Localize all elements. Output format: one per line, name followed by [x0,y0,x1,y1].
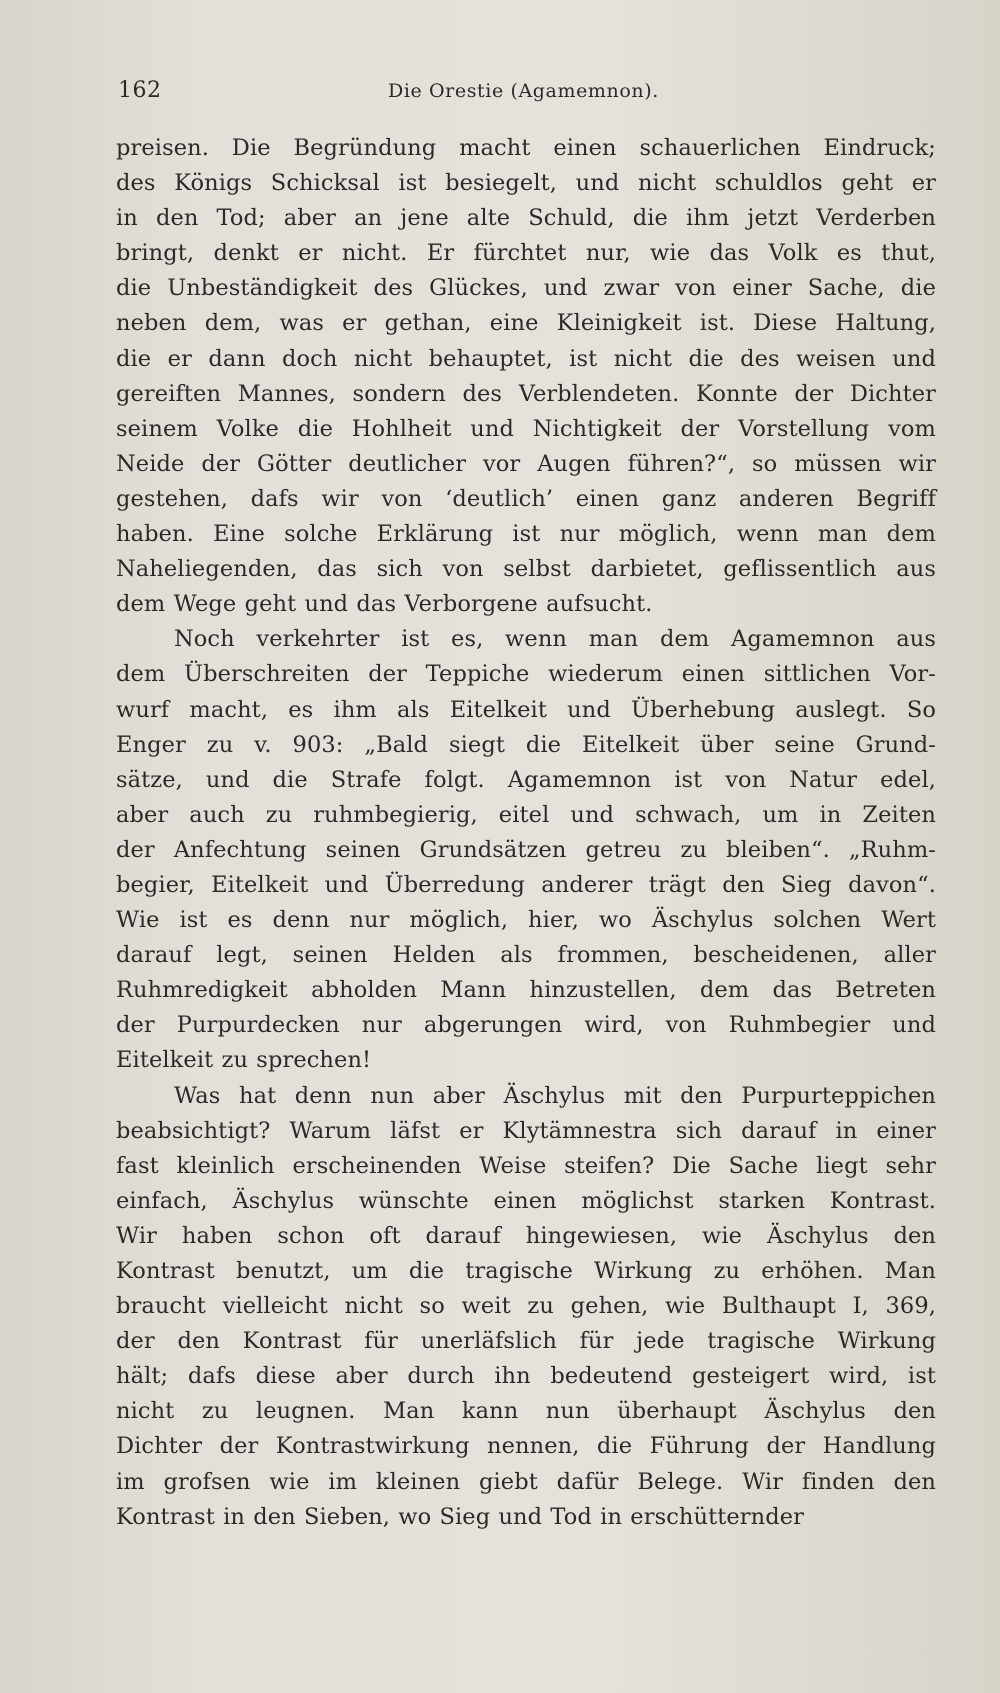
text-line: der den Kontrast für unerläfslich für jede tragische Wirkung [116,1328,936,1355]
text-line: der Purpurdecken nur abgerungen wird, von Ruhmbegier und [116,1012,936,1039]
text-line: einfach, Äschylus wünschte einen möglichst starken Kontrast. [116,1187,936,1214]
page-number: 162 [118,78,162,103]
text-line: die Unbeständigkeit des Glückes, und zwar von einer Sache, die [116,275,936,302]
text-line: Eitelkeit zu sprechen! [116,1047,372,1074]
text-line: wurf macht, es ihm als Eitelkeit und Überhebung auslegt. So [116,696,936,723]
text-line: Ruhmredigkeit abholden Mann hinzustellen, dem das Betreten [116,977,936,1004]
text-line: des Königs Schicksal ist besiegelt, und nicht schuldlos geht er [116,170,936,197]
text-line: seinem Volke die Hohlheit und Nichtigkeit der Vorstellung vom [116,415,936,442]
text-line: Dichter der Kontrastwirkung nennen, die Führung der Handlung [116,1433,936,1460]
text-line: gestehen, dafs wir von ‘deutlich’ einen ganz anderen Begriff [116,485,936,512]
text-line: gereiften Mannes, sondern des Verblendeten. Konnte der Dichter [116,380,936,407]
page-header [118,78,934,112]
text-line: nicht zu leugnen. Man kann nun überhaupt Äschylus den [116,1398,936,1425]
text-line: Neide der Götter deutlicher vor Augen führen?“, so müssen wir [116,450,936,477]
running-head: Die Orestie (Agamemnon). [388,80,659,102]
text-line: haben. Eine solche Erklärung ist nur möglich, wenn man dem [116,521,936,548]
paragraph [116,1079,936,1535]
text-line: bringt, denkt er nicht. Er fürchtet nur, wie das Volk es thut, [116,240,936,267]
text-line: neben dem, was er gethan, eine Kleinigkeit ist. Diese Haltung, [116,310,936,337]
text-line: dem Wege geht und das Verborgene aufsucht. [116,591,653,618]
text-line: beabsichtigt? Warum läfst er Klytämnestra sich darauf in einer [116,1117,936,1144]
text-line: Enger zu v. 903: „Bald siegt die Eitelkeit über seine Grund- [116,731,936,758]
text-line: Naheliegenden, das sich von selbst darbietet, geflissentlich aus [116,556,936,583]
text-line: begier, Eitelkeit und Überredung anderer trägt den Sieg davon“. [116,871,936,898]
text-line: preisen. Die Begründung macht einen schauerlichen Eindruck; [116,135,936,161]
text-line: der Anfechtung seinen Grundsätzen getreu zu bleiben“. „Ruhm- [116,836,936,863]
paragraph [116,622,936,1078]
text-line: im grofsen wie im kleinen giebt dafür Belege. Wir finden den [116,1468,936,1495]
text-line: sätze, und die Strafe folgt. Agamemnon ist von Natur edel, [116,766,936,793]
text-line: Noch verkehrter ist es, wenn man dem Agamemnon aus [174,626,936,653]
text-line: Wie ist es denn nur möglich, hier, wo Äschylus solchen Wert [116,907,936,934]
text-line: aber auch zu ruhmbegierig, eitel und schwach, um in Zeiten [116,801,936,828]
text-line: Was hat denn nun aber Äschylus mit den Purpurteppichen [174,1082,936,1109]
text-line: darauf legt, seinen Helden als frommen, bescheidenen, aller [116,942,936,969]
text-line: fast kleinlich erscheinenden Weise steifen? Die Sache liegt sehr [116,1152,936,1179]
text-line: dem Überschreiten der Teppiche wiederum einen sittlichen Vor- [116,661,936,688]
text-line: die er dann doch nicht behauptet, ist nicht die des weisen und [116,345,936,372]
text-line: hält; dafs diese aber durch ihn bedeutend gesteigert wird, ist [116,1363,936,1390]
paragraph [116,131,936,622]
text-line: Kontrast benutzt, um die tragische Wirkung zu erhöhen. Man [116,1258,936,1284]
text-line: braucht vielleicht nicht so weit zu gehen, wie Bulthaupt I, 369, [116,1293,936,1320]
text-line: Kontrast in den Sieben, wo Sieg und Tod in erschütternder [116,1503,805,1530]
body-text [116,131,936,1535]
text-line: Wir haben schon oft darauf hingewiesen, wie Äschylus den [116,1222,936,1249]
text-line: in den Tod; aber an jene alte Schuld, die ihm jetzt Verderben [116,205,936,232]
